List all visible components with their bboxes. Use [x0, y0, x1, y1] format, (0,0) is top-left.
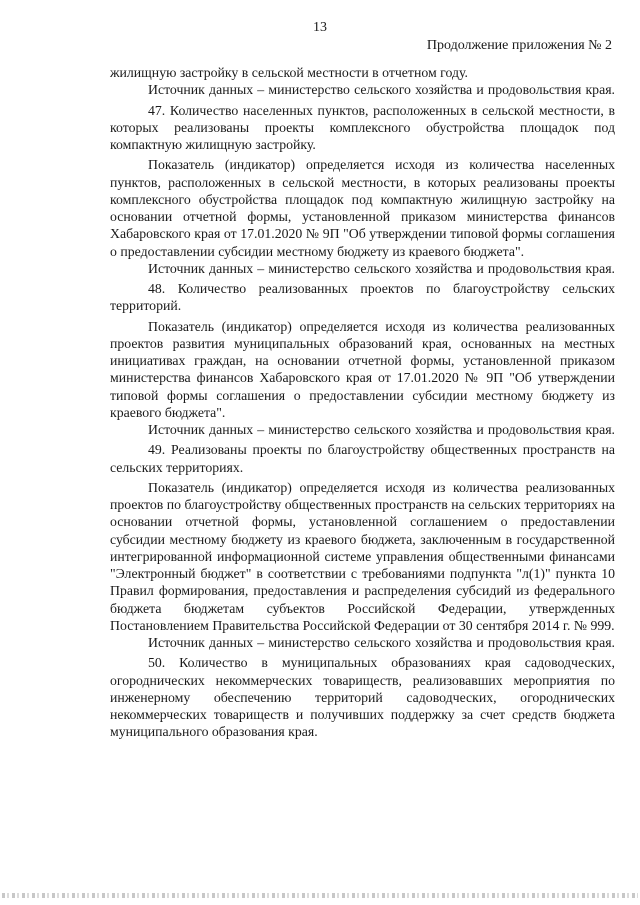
paragraph-item-50: 50. Количество в муниципальных образованиях края садоводческих, огороднических некоммерческих товариществ, реализовавших мероприятия по инженерному обеспечению территорий садоводческих, огороднических некоммерческих товариществ и получивших поддержку за счет средств бюджета муниципального образования края.	[110, 655, 615, 740]
scan-artifact-line	[2, 893, 638, 898]
paragraph-indicator-49: Показатель (индикатор) определяется исходя из количества реализованных проектов по благоустройству общественных пространств на сельских территориях на основании отчетной формы, установленной соглашением о предоставлении субсидии местному бюджету из краевого бюджета, заключенным в государственной интегрированной информационной системе управления общественными финансами "Электронный бюджет" в соответствии с требованиями подпункта "л(1)" пункта 10 Правил формирования, предоставления и распределения субсидий из федерального бюджета бюджетам субъектов Российской Федерации, утвержденных Постановлением Правительства Российской Федерации от 30 сентября 2014 г. № 999.	[110, 479, 615, 633]
appendix-continuation-note: Продолжение приложения № 2	[426, 38, 612, 53]
document-body	[110, 64, 615, 741]
paragraph-indicator-48: Показатель (индикатор) определяется исходя из количества реализованных проектов развития муниципальных образований края, основанных на местных инициативах граждан, на основании отчетной формы, установленной приказом министерства финансов Хабаровского края от 17.01.2020 № 9П "Об утверждении типовой формы соглашения о предоставлении субсидии местному бюджету из краевого бюджета".	[110, 318, 615, 420]
page-number: 13	[313, 20, 327, 35]
paragraph-data-source: Источник данных – министерство сельского хозяйства и продовольствия края.	[148, 422, 615, 437]
paragraph-data-source: Источник данных – министерство сельского хозяйства и продовольствия края.	[148, 82, 615, 98]
paragraph-item-47: 47. Количество населенных пунктов, расположенных в сельской местности, в которых реализованы проекты комплексного обустройства площадок под компактную жилищную застройку.	[110, 102, 615, 152]
paragraph-indicator-47: Показатель (индикатор) определяется исходя из количества населенных пунктов, расположенных в сельской местности, в которых реализованы проекты комплексного обустройства площадок под компактную жилищную застройку на основании отчетной формы, установленной приказом министерства финансов Хабаровского края от 17.01.2020 № 9П "Об утверждении типовой формы соглашения о предоставлении субсидии местному бюджету из краевого бюджета".	[110, 157, 615, 259]
paragraph-data-source: Источник данных – министерство сельского хозяйства и продовольствия края.	[148, 260, 615, 276]
paragraph-item-48: 48. Количество реализованных проектов по благоустройству сельских территорий.	[110, 281, 615, 314]
paragraph-continuation: жилищную застройку в сельской местности в отчетном году.	[110, 65, 468, 80]
paragraph-item-49: 49. Реализованы проекты по благоустройству общественных пространств на сельских территориях.	[110, 442, 615, 475]
paragraph-data-source: Источник данных – министерство сельского хозяйства и продовольствия края.	[148, 635, 615, 650]
